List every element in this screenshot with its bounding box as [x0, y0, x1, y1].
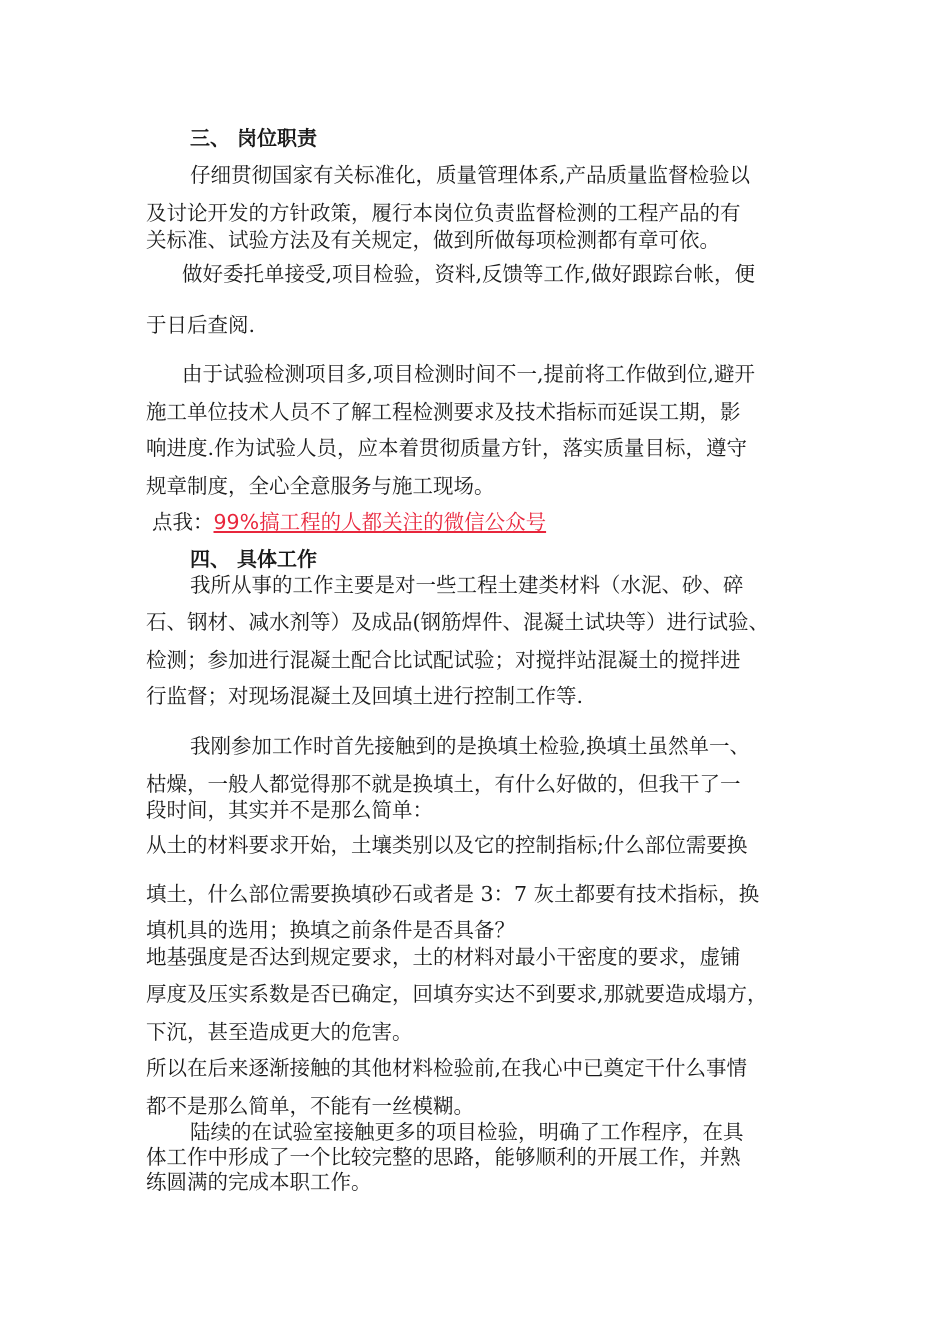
section3-p3-line4: 规章制度，全心全意服务与施工现场。 — [146, 474, 495, 498]
section4-p1-line2: 石、钢材、减水剂等）及成品(钢筋焊件、混凝土试块等）进行试验、 — [146, 610, 769, 634]
section3-p1-line2: 及讨论开发的方针政策，履行本岗位负责监督检测的工程产品的有 — [146, 201, 741, 225]
section4-p3-line3: 填机具的选用；换填之前条件是否具备？ — [146, 918, 515, 942]
section4-p2-line2: 枯燥，一般人都觉得那不就是换填土，有什么好做的，但我干了一 — [146, 772, 741, 796]
section4-p6-line1: 陆续的在试验室接触更多的项目检验，明确了工作程序，在具 — [190, 1120, 744, 1144]
section4-p3-line2: 填土，什么部位需要换填砂石或者是 3：7 灰土都要有技术指标，换 — [146, 882, 760, 906]
section4-p2-line1: 我刚参加工作时首先接触到的是换填土检验,换填土虽然单一、 — [190, 734, 751, 758]
section4-heading: 四、 具体工作 — [190, 547, 317, 571]
section4-p5-line1: 所以在后来逐渐接触的其他材料检验前,在我心中已奠定干什么事情 — [146, 1056, 748, 1080]
promo-prefix: 点我： — [152, 510, 214, 534]
section3-heading: 三、 岗位职责 — [190, 126, 317, 150]
section4-p6-line2: 体工作中形成了一个比较完整的思路，能够顺利的开展工作，并熟 — [146, 1145, 741, 1169]
section4-p5-line2: 都不是那么简单，不能有一丝模糊。 — [146, 1094, 474, 1118]
section4-p1-line1: 我所从事的工作主要是对一些工程土建类材料（水泥、砂、碎 — [190, 573, 744, 597]
section4-p3-line1: 从土的材料要求开始，土壤类别以及它的控制指标;什么部位需要换 — [146, 833, 748, 857]
section3-p1-line1: 仔细贯彻国家有关标准化，质量管理体系,产品质量监督检验以 — [190, 163, 751, 187]
promo-line — [152, 510, 546, 534]
section4-p4-line3: 下沉，甚至造成更大的危害。 — [146, 1020, 413, 1044]
section4-p1-line3: 检测；参加进行混凝土配合比试配试验；对搅拌站混凝土的搅拌进 — [146, 648, 741, 672]
section3-p3-line2: 施工单位技术人员不了解工程检测要求及技术指标而延误工期，影 — [146, 400, 741, 424]
section4-p1-line4: 行监督；对现场混凝土及回填土进行控制工作等. — [146, 684, 584, 708]
section3-p3-line1: 由于试验检测项目多,项目检测时间不一,提前将工作做到位,避开 — [182, 362, 756, 386]
section3-p2-line2: 于日后查阅. — [146, 313, 256, 337]
section4-p4-line1: 地基强度是否达到规定要求，土的材料对最小干密度的要求，虚铺 — [146, 945, 741, 969]
section3-p1-line3: 关标准、试验方法及有关规定，做到所做每项检测都有章可依。 — [146, 228, 720, 252]
section3-p3-line3: 响进度.作为试验人员，应本着贯彻质量方针，落实质量目标，遵守 — [146, 436, 748, 460]
section3-p2-line1: 做好委托单接受,项目检验，资料,反馈等工作,做好跟踪台帐，便 — [182, 262, 756, 286]
section4-p2-line3: 段时间，其实并不是那么简单： — [146, 798, 433, 822]
wechat-account-link[interactable]: 99%搞工程的人都关注的微信公众号 — [213, 510, 547, 534]
section4-p6-line3: 练圆满的完成本职工作。 — [146, 1170, 372, 1194]
section4-p4-line2: 厚度及压实系数是否已确定，回填夯实达不到要求,那就要造成塌方， — [146, 982, 768, 1006]
